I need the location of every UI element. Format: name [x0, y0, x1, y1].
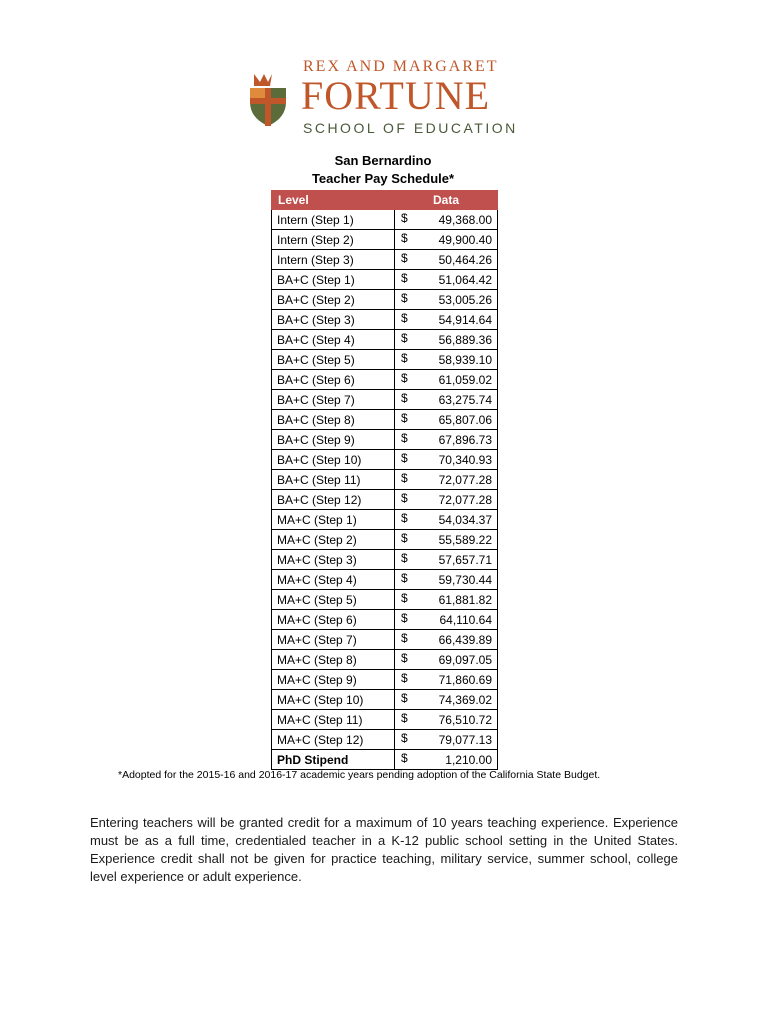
amount-cell: [395, 410, 498, 430]
amount-value: 70,340.93: [438, 452, 492, 467]
amount-cell: [395, 590, 498, 610]
currency-symbol: $: [401, 231, 408, 245]
school-logo: [248, 58, 528, 138]
level-cell: BA+C (Step 9): [272, 430, 395, 450]
table-row: [272, 590, 498, 610]
amount-cell: [395, 370, 498, 390]
currency-symbol: $: [401, 631, 408, 645]
amount-value: 63,275.74: [438, 392, 492, 407]
amount-value: 64,110.64: [439, 612, 492, 627]
currency-symbol: $: [401, 431, 408, 445]
amount-value: 59,730.44: [438, 572, 492, 587]
amount-value: 76,510.72: [438, 712, 492, 727]
column-header-data: Data: [395, 191, 498, 210]
amount-value: 49,368.00: [438, 212, 492, 227]
level-cell: MA+C (Step 4): [272, 570, 395, 590]
amount-cell: [395, 350, 498, 370]
level-cell: MA+C (Step 12): [272, 730, 395, 750]
table-row: [272, 710, 498, 730]
currency-symbol: $: [401, 391, 408, 405]
table-row: [272, 490, 498, 510]
amount-cell: [395, 690, 498, 710]
amount-value: 54,034.37: [438, 512, 492, 527]
table-row: [272, 430, 498, 450]
table-row: [272, 730, 498, 750]
amount-cell: [395, 550, 498, 570]
table-row: [272, 350, 498, 370]
currency-symbol: $: [401, 351, 408, 365]
level-cell: MA+C (Step 2): [272, 530, 395, 550]
fortune-crest-icon: [248, 72, 288, 128]
level-cell: BA+C (Step 12): [272, 490, 395, 510]
currency-symbol: $: [401, 651, 408, 665]
table-row: [272, 650, 498, 670]
level-cell: Intern (Step 3): [272, 250, 395, 270]
currency-symbol: $: [401, 491, 408, 505]
amount-cell: [395, 470, 498, 490]
amount-cell: [395, 630, 498, 650]
amount-value: 58,939.10: [438, 352, 492, 367]
table-row: [272, 690, 498, 710]
amount-value: 61,059.02: [438, 372, 492, 387]
currency-symbol: $: [401, 451, 408, 465]
currency-symbol: $: [401, 711, 408, 725]
document-title-line1: San Bernardino: [334, 153, 432, 168]
experience-credit-paragraph: Entering teachers will be granted credit for a maximum of 10 years teaching experience. Experience must be as a full time, credentialed teacher in a K-12 public school setting in the United States. Experience credit shall not be given for practice teaching, military service, summer school, college level experience or adult experience.: [90, 815, 678, 884]
currency-symbol: $: [401, 471, 408, 485]
amount-cell: [395, 650, 498, 670]
level-cell: MA+C (Step 9): [272, 670, 395, 690]
footnote: *Adopted for the 2015-16 and 2016-17 academic years pending adoption of the California State Budget.: [118, 769, 601, 781]
table-row: [272, 270, 498, 290]
level-cell: MA+C (Step 6): [272, 610, 395, 630]
amount-cell: [395, 610, 498, 630]
amount-cell: [395, 530, 498, 550]
amount-value: 54,914.64: [438, 312, 492, 327]
table-header-row: [272, 191, 498, 210]
currency-symbol: $: [401, 691, 408, 705]
amount-cell: [395, 230, 498, 250]
amount-value: 67,896.73: [438, 432, 492, 447]
table-row: [272, 550, 498, 570]
amount-cell: [395, 670, 498, 690]
table-row: [272, 230, 498, 250]
level-cell: Intern (Step 1): [272, 210, 395, 230]
currency-symbol: $: [401, 511, 408, 525]
level-cell: BA+C (Step 4): [272, 330, 395, 350]
level-cell: BA+C (Step 10): [272, 450, 395, 470]
currency-symbol: $: [401, 591, 408, 605]
amount-cell: [395, 390, 498, 410]
amount-value: 65,807.06: [438, 412, 492, 427]
pay-schedule-body: [272, 210, 498, 770]
table-row: [272, 570, 498, 590]
level-cell: BA+C (Step 8): [272, 410, 395, 430]
amount-value: 72,077.28: [438, 492, 492, 507]
level-cell: MA+C (Step 11): [272, 710, 395, 730]
level-cell: BA+C (Step 5): [272, 350, 395, 370]
amount-cell: [395, 710, 498, 730]
table-row: [272, 390, 498, 410]
table-row: [272, 210, 498, 230]
level-cell: BA+C (Step 11): [272, 470, 395, 490]
amount-value: 51,064.42: [438, 272, 492, 287]
level-cell: PhD Stipend: [272, 750, 395, 770]
table-row: [272, 750, 498, 770]
level-cell: BA+C (Step 6): [272, 370, 395, 390]
table-row: [272, 310, 498, 330]
level-cell: Intern (Step 2): [272, 230, 395, 250]
amount-value: 72,077.28: [438, 472, 492, 487]
document-title-line2: Teacher Pay Schedule*: [311, 171, 455, 186]
table-row: [272, 450, 498, 470]
amount-cell: [395, 730, 498, 750]
table-row: [272, 370, 498, 390]
amount-value: 1,210.00: [445, 752, 492, 767]
amount-cell: [395, 510, 498, 530]
amount-value: 69,097.05: [438, 652, 492, 667]
table-row: [272, 630, 498, 650]
table-row: [272, 510, 498, 530]
amount-value: 71,860.69: [438, 672, 492, 687]
amount-cell: [395, 270, 498, 290]
currency-symbol: $: [401, 611, 408, 625]
currency-symbol: $: [401, 551, 408, 565]
level-cell: MA+C (Step 3): [272, 550, 395, 570]
amount-value: 56,889.36: [438, 332, 492, 347]
amount-cell: [395, 570, 498, 590]
currency-symbol: $: [401, 531, 408, 545]
amount-value: 50,464.26: [438, 252, 492, 267]
level-cell: MA+C (Step 1): [272, 510, 395, 530]
amount-cell: [395, 250, 498, 270]
amount-value: 74,369.02: [438, 692, 492, 707]
currency-symbol: $: [401, 211, 408, 225]
amount-cell: [395, 290, 498, 310]
logo-text-school-of-education: SCHOOL OF EDUCATION: [303, 120, 518, 136]
currency-symbol: $: [401, 271, 408, 285]
currency-symbol: $: [401, 731, 408, 745]
currency-symbol: $: [401, 411, 408, 425]
amount-cell: [395, 330, 498, 350]
amount-cell: [395, 310, 498, 330]
logo-text-fortune: FORTUNE: [301, 73, 491, 118]
currency-symbol: $: [401, 291, 408, 305]
table-row: [272, 670, 498, 690]
amount-value: 61,881.82: [438, 592, 492, 607]
column-header-level: Level: [272, 191, 395, 210]
currency-symbol: $: [401, 311, 408, 325]
amount-cell: [395, 490, 498, 510]
level-cell: BA+C (Step 7): [272, 390, 395, 410]
amount-cell: [395, 450, 498, 470]
logo-text-rex-and-margaret: REX AND MARGARET: [303, 58, 499, 75]
amount-value: 66,439.89: [438, 632, 492, 647]
table-row: [272, 610, 498, 630]
table-row: [272, 470, 498, 490]
level-cell: MA+C (Step 7): [272, 630, 395, 650]
table-row: [272, 530, 498, 550]
currency-symbol: $: [401, 671, 408, 685]
amount-cell: [395, 430, 498, 450]
amount-value: 53,005.26: [438, 292, 492, 307]
amount-value: 57,657.71: [438, 552, 492, 567]
amount-value: 55,589.22: [438, 532, 492, 547]
currency-symbol: $: [401, 751, 408, 765]
level-cell: MA+C (Step 5): [272, 590, 395, 610]
pay-schedule-table: [271, 190, 498, 770]
level-cell: MA+C (Step 8): [272, 650, 395, 670]
table-row: [272, 250, 498, 270]
currency-symbol: $: [401, 331, 408, 345]
amount-cell: [395, 210, 498, 230]
level-cell: BA+C (Step 3): [272, 310, 395, 330]
table-row: [272, 410, 498, 430]
currency-symbol: $: [401, 251, 408, 265]
amount-cell: [395, 750, 498, 770]
level-cell: BA+C (Step 1): [272, 270, 395, 290]
amount-value: 49,900.40: [438, 232, 492, 247]
table-row: [272, 290, 498, 310]
level-cell: MA+C (Step 10): [272, 690, 395, 710]
amount-value: 79,077.13: [438, 732, 492, 747]
currency-symbol: $: [401, 571, 408, 585]
table-row: [272, 330, 498, 350]
currency-symbol: $: [401, 371, 408, 385]
level-cell: BA+C (Step 2): [272, 290, 395, 310]
